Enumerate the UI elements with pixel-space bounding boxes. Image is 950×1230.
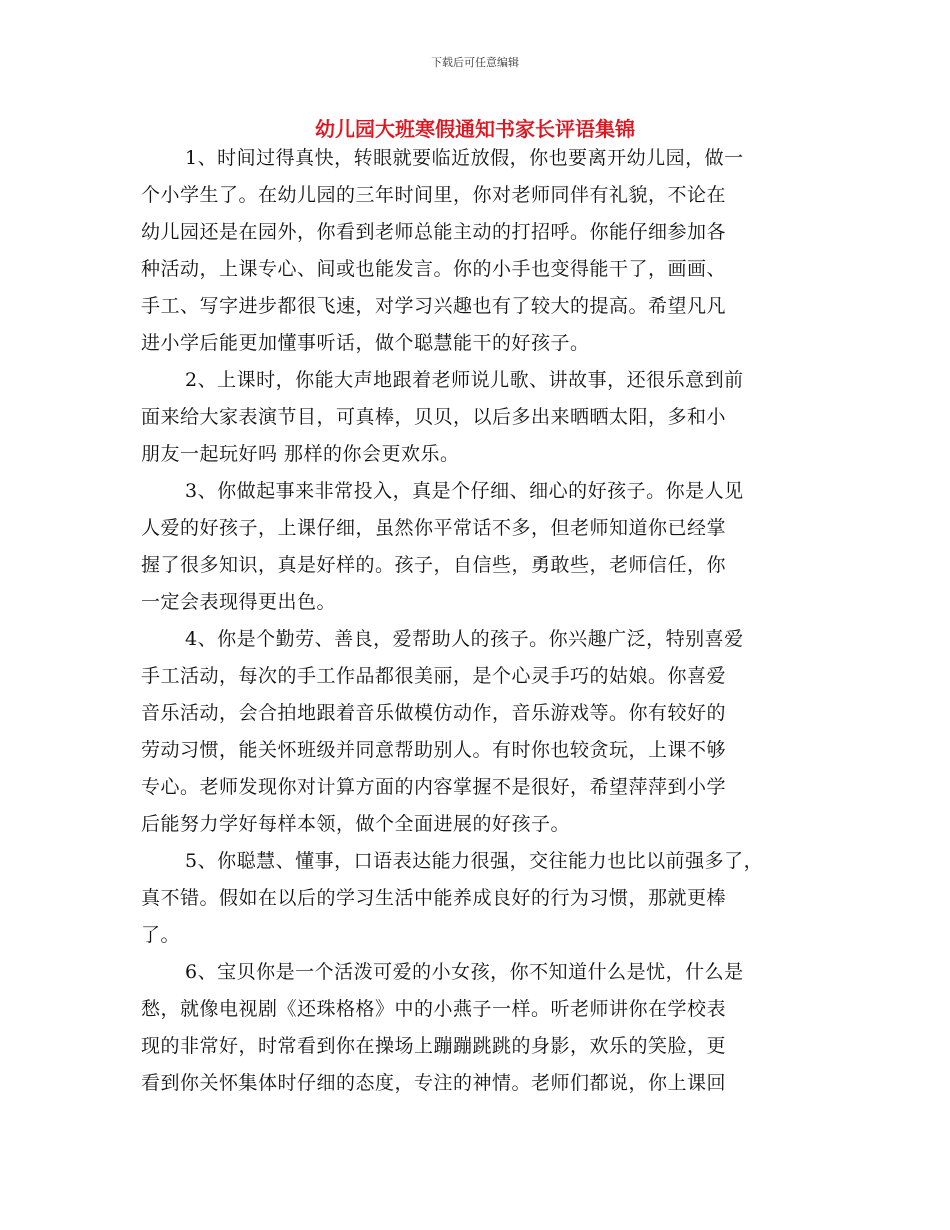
body-text-line: 握了很多知识，真是好样的。孩子，自信些，勇敢些，老师信任，你 <box>141 554 727 576</box>
body-text-line: 手工、写字进步都很飞速，对学习兴趣也有了较大的提高。希望凡凡 <box>141 295 727 317</box>
body-text-line: 1、时间过得真快，转眼就要临近放假，你也要离开幼儿园，做一 <box>185 147 744 169</box>
body-text-line: 后能努力学好每样本领，做个全面进展的好孩子。 <box>141 813 571 835</box>
body-text-line: 朋友一起玩好吗 那样的你会更欢乐。 <box>141 443 460 465</box>
body-text-line: 真不错。假如在以后的学习生活中能养成良好的行为习惯，那就更棒 <box>141 887 727 909</box>
body-text-line: 种活动，上课专心、间或也能发言。你的小手也变得能干了，画画、 <box>141 258 727 280</box>
body-text-line: 手工活动，每次的手工作品都很美丽，是个心灵手巧的姑娘。你喜爱 <box>141 665 727 687</box>
body-text-line: 音乐活动，会合拍地跟着音乐做模仿动作，音乐游戏等。你有较好的 <box>141 702 727 724</box>
body-text-line: 4、你是个勤劳、善良，爱帮助人的孩子。你兴趣广泛，特别喜爱 <box>185 628 744 650</box>
document-title: 幼儿园大班寒假通知书家长评语集锦 <box>315 117 635 141</box>
body-text-line: 劳动习惯，能关怀班级并同意帮助别人。有时你也较贪玩，上课不够 <box>141 739 727 761</box>
body-text-line: 了。 <box>141 924 181 946</box>
body-text-line: 2、上课时，你能大声地跟着老师说儿歌、讲故事，还很乐意到前 <box>185 369 744 391</box>
body-text-line: 个小学生了。在幼儿园的三年时间里，你对老师同伴有礼貌，不论在 <box>141 184 727 206</box>
document-body <box>141 140 821 1102</box>
header-note: 下载后可任意编辑 <box>431 56 519 69</box>
body-text-line: 面来给大家表演节目，可真棒，贝贝，以后多出来晒晒太阳，多和小 <box>141 406 727 428</box>
body-text-line: 人爱的好孩子，上课仔细，虽然你平常话不多，但老师知道你已经掌 <box>141 517 727 539</box>
body-text-line: 现的非常好，时常看到你在操场上蹦蹦跳跳的身影，欢乐的笑脸，更 <box>141 1035 727 1057</box>
body-text-line: 一定会表现得更出色。 <box>141 591 337 613</box>
body-text-line: 5、你聪慧、懂事，口语表达能力很强，交往能力也比以前强多了， <box>185 850 764 872</box>
body-text-line: 3、你做起事来非常投入，真是个仔细、细心的好孩子。你是人见 <box>185 480 744 502</box>
body-text-line: 专心。老师发现你对计算方面的内容掌握不是很好，希望萍萍到小学 <box>141 776 727 798</box>
body-text-line: 6、宝贝你是一个活泼可爱的小女孩，你不知道什么是忧，什么是 <box>185 961 744 983</box>
body-text-line: 愁，就像电视剧《还珠格格》中的小燕子一样。听老师讲你在学校表 <box>141 998 727 1020</box>
body-text-line: 幼儿园还是在园外，你看到老师总能主动的打招呼。你能仔细参加各 <box>141 221 727 243</box>
body-text-line: 进小学后能更加懂事听话，做个聪慧能干的好孩子。 <box>141 332 590 354</box>
body-text-line: 看到你关怀集体时仔细的态度，专注的神情。老师们都说，你上课回 <box>141 1072 727 1094</box>
